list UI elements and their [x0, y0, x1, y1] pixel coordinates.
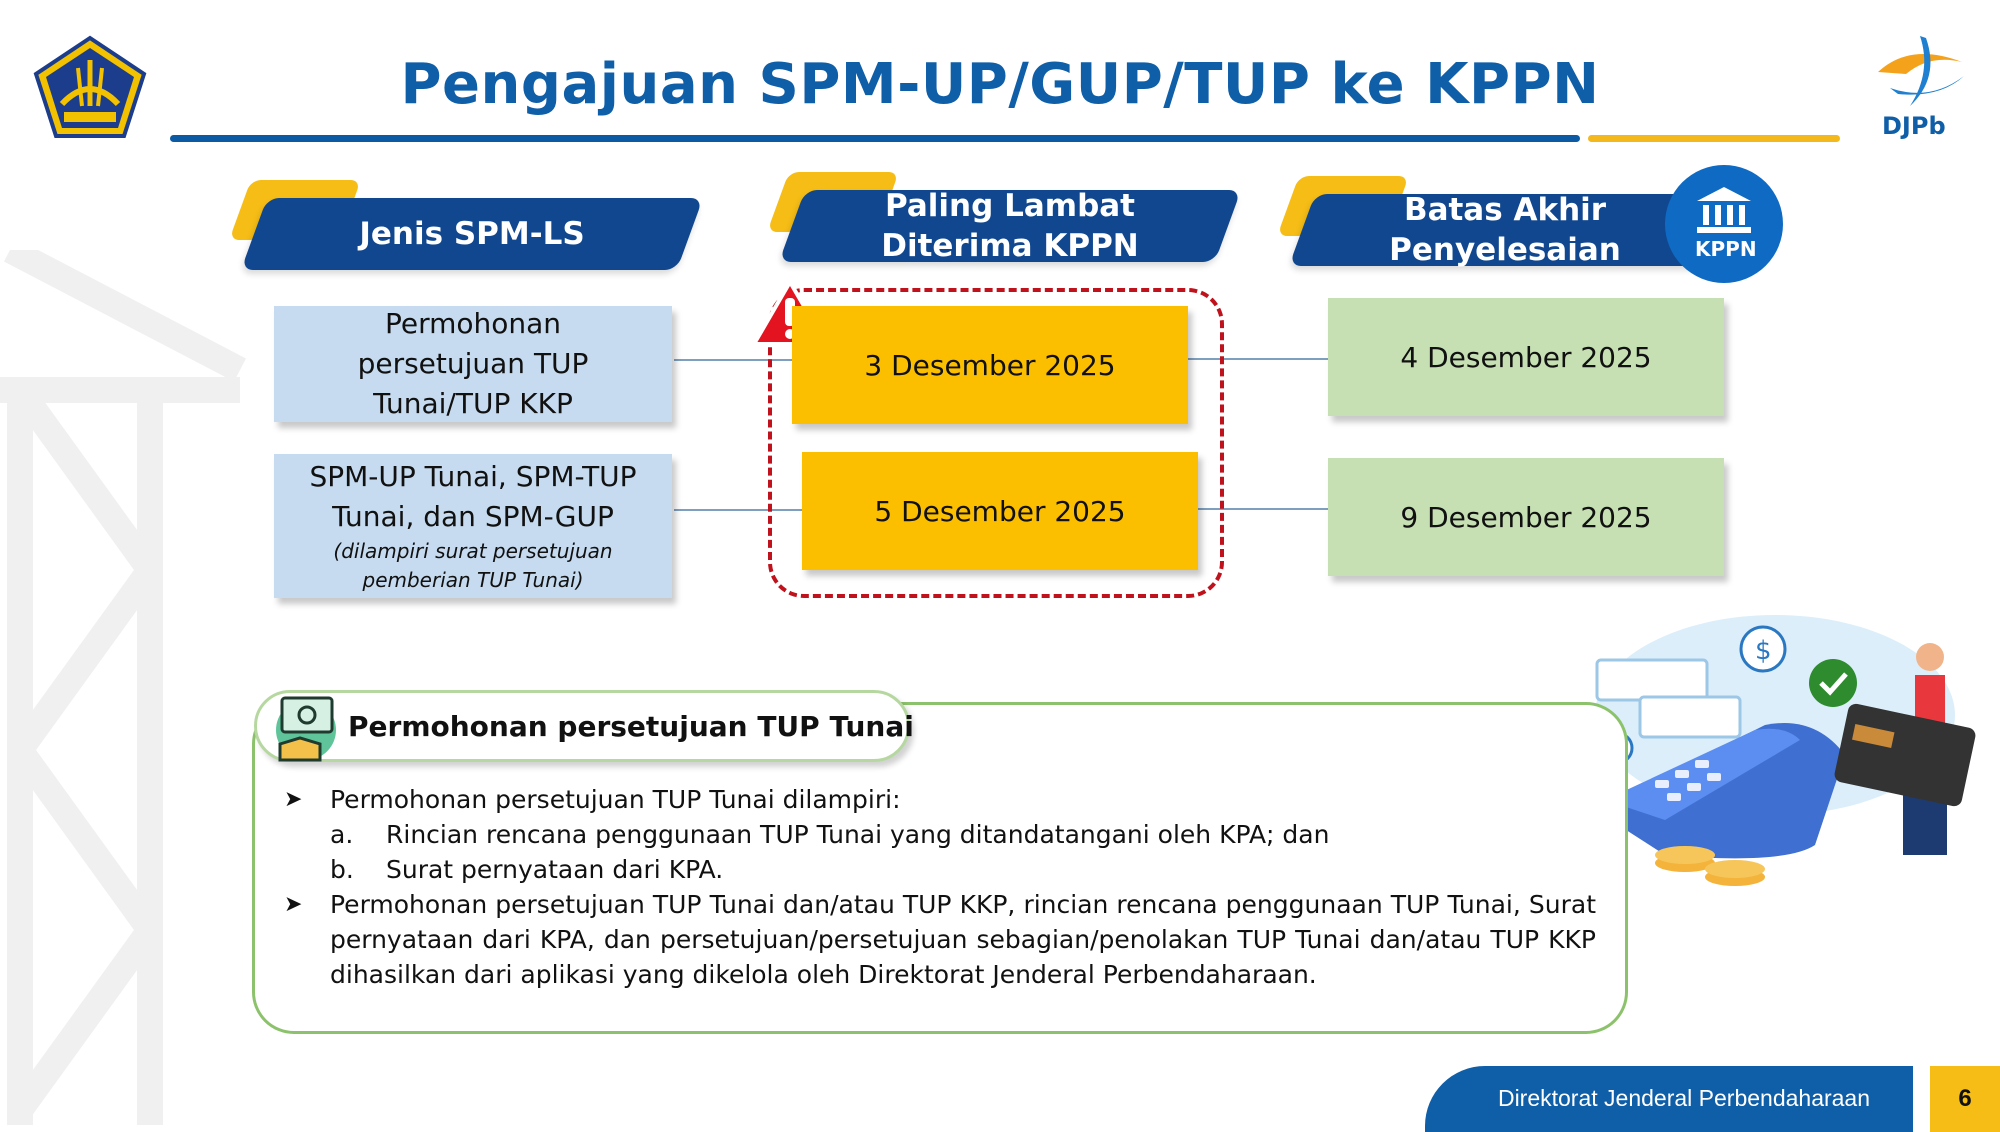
header-batas-akhir-label: Batas Akhir Penyelesaian	[1389, 192, 1621, 268]
row1-batas-text: 4 Desember 2025	[1400, 340, 1652, 374]
list-item: ➤ Permohonan persetujuan TUP Tunai dan/atau TUP KKP, rincian rencana penggunaan TUP Tunai, Surat pernyataan dari KPA, dan persetujuan/persetujuan sebagian/penolakan TUP Tunai dan/atau TUP KKP dihasilkan dari aplikasi yang dikelola oleh Direktorat Jenderal Perbendaharaan.	[284, 887, 1596, 992]
row2-batas-text: 9 Desember 2025	[1400, 500, 1652, 534]
tower-watermark	[0, 250, 270, 1125]
list-item: b. Surat pernyataan dari KPA.	[330, 855, 724, 884]
footer-org-name: Direktorat Jenderal Perbendaharaan	[1497, 1084, 1871, 1111]
svg-text:$: $	[1755, 636, 1772, 666]
header-jenis-spm-label: Jenis SPM-LS	[359, 216, 585, 252]
row2-jenis-note: (dilampiri surat persetujuan pemberian TUP Tunai)	[333, 539, 613, 592]
header-jenis-spm	[240, 190, 690, 270]
page-title: Pengajuan SPM-UP/GUP/TUP ke KPPN	[400, 52, 1600, 117]
title-underline-yellow	[1588, 135, 1840, 142]
list-item: a. Rincian rencana penggunaan TUP Tunai yang ditandatangani oleh KPA; dan	[330, 820, 1330, 849]
row2-jenis-box	[274, 454, 672, 598]
header-paling-lambat	[778, 182, 1228, 262]
arrow-bullet-icon: ➤	[284, 787, 303, 812]
row1-batas-box	[1328, 298, 1724, 416]
list-item: ➤ Permohonan persetujuan TUP Tunai dilampiri:	[284, 782, 1596, 817]
title-underline-blue	[170, 135, 1580, 142]
kppn-badge	[1665, 165, 1783, 283]
row2-jenis-text: SPM-UP Tunai, SPM-TUP Tunai, dan SPM-GUP	[309, 460, 637, 533]
row1-jenis-box	[274, 306, 672, 422]
djpb-logo-text: DJPb	[1882, 112, 1946, 140]
row1-jenis-text: Permohonan persetujuan TUP Tunai/TUP KKP	[357, 307, 589, 420]
tup-info-panel-title: Permohonan persetujuan TUP Tunai	[348, 710, 914, 743]
row2-diterima-text: 5 Desember 2025	[874, 494, 1126, 528]
tup-info-panel-body	[284, 782, 1596, 992]
header-paling-lambat-label: Paling Lambat Diterima KPPN	[881, 188, 1139, 264]
kppn-badge-label: KPPN	[1695, 237, 1757, 261]
page-number: 6	[1930, 1066, 2000, 1132]
payment-illustration	[1585, 605, 1995, 905]
money-hand-icon	[276, 688, 342, 764]
arrow-bullet-icon: ➤	[284, 892, 303, 917]
row1-diterima-text: 3 Desember 2025	[864, 348, 1116, 382]
row2-batas-box	[1328, 458, 1724, 576]
row1-diterima-box	[792, 306, 1188, 424]
row2-diterima-box	[802, 452, 1198, 570]
bank-icon	[1695, 185, 1753, 235]
